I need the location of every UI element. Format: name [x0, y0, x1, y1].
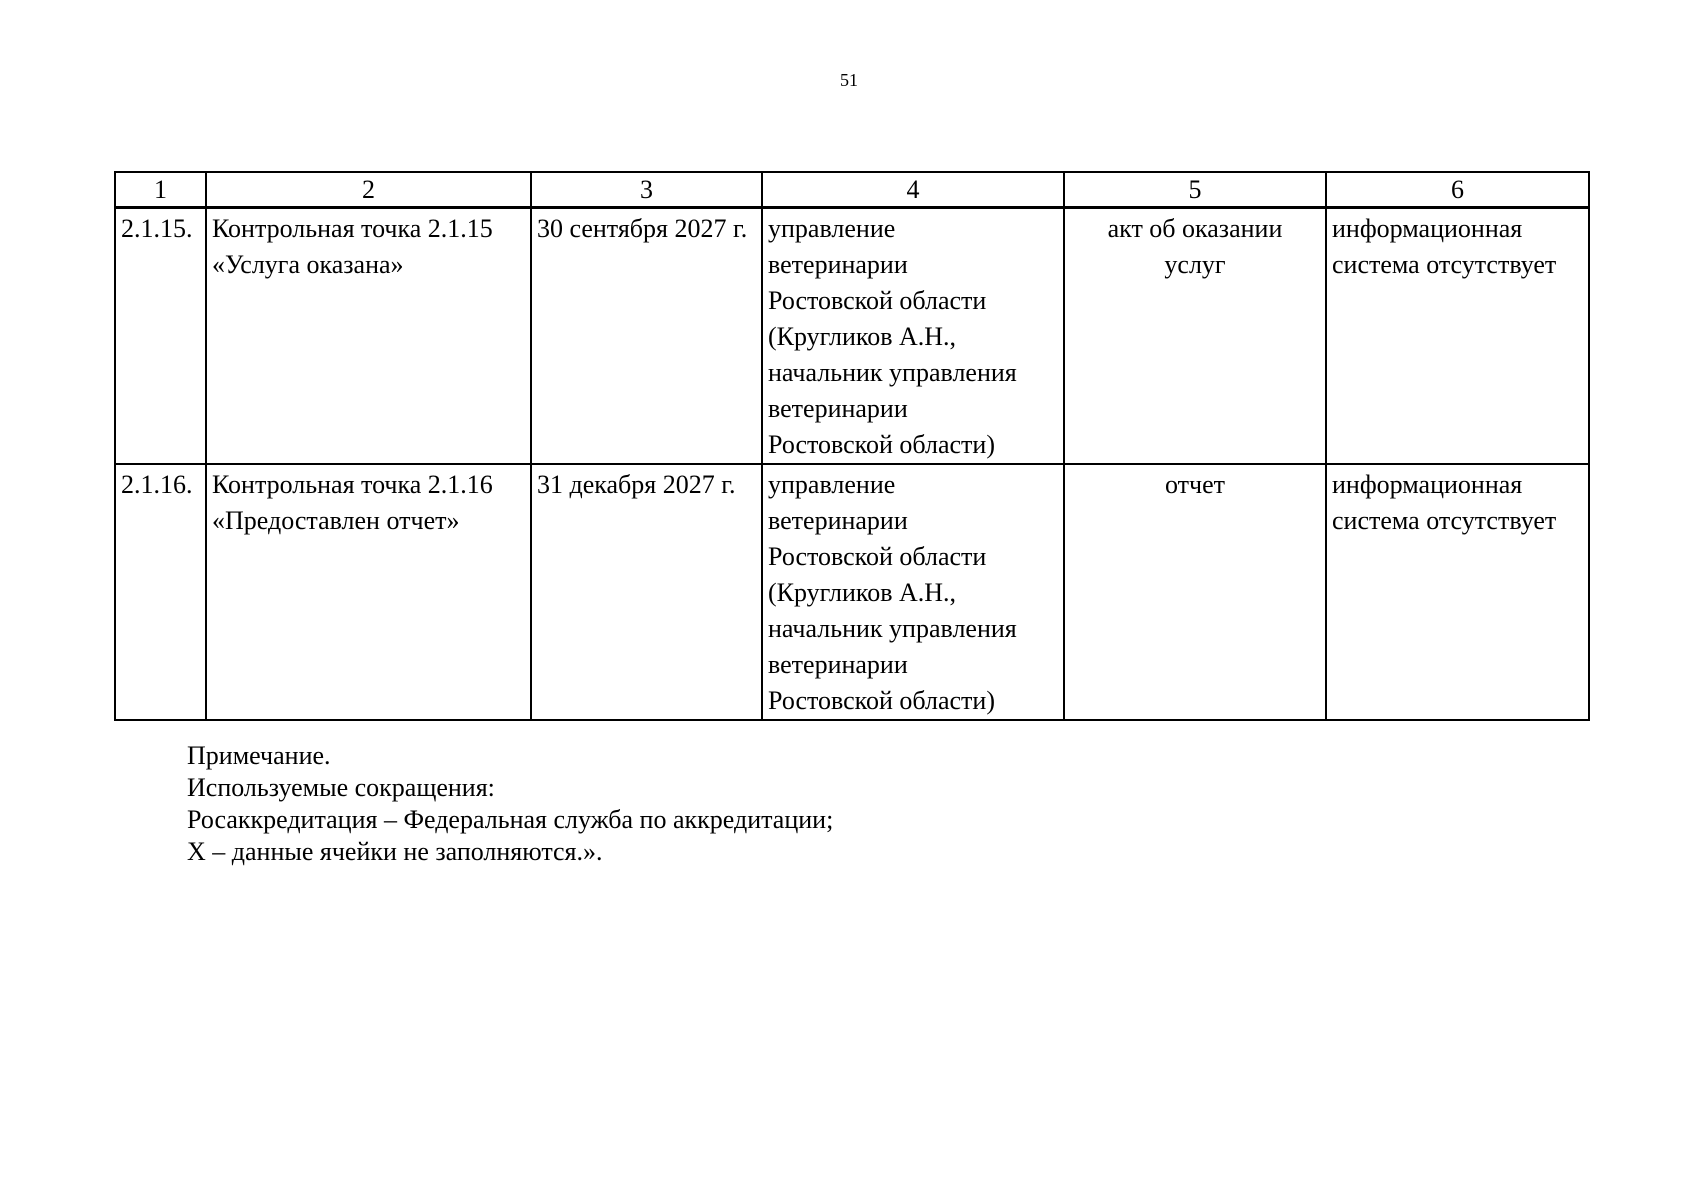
cell-line: Ростовской области)	[768, 686, 995, 715]
confirming-document	[1064, 208, 1326, 465]
abbreviation-item: X – данные ячейки не заполняются.».	[187, 837, 603, 866]
cell-line: ветеринарии	[768, 650, 908, 679]
control-point-date: 31 декабря 2027 г.	[531, 464, 762, 720]
cell-line: Ростовской области	[768, 542, 987, 571]
notes-block	[187, 740, 833, 868]
cell-line: отчет	[1165, 470, 1225, 499]
control-points-table	[114, 171, 1590, 721]
column-header: 6	[1326, 172, 1589, 208]
cell-line: «Предоставлен отчет»	[212, 506, 460, 535]
information-system	[1326, 208, 1589, 465]
cell-line: (Кругликов А.Н.,	[768, 578, 957, 607]
cell-line: (Кругликов А.Н.,	[768, 322, 957, 351]
responsible-executor	[762, 464, 1064, 720]
cell-line: информационная	[1332, 214, 1523, 243]
notes-title: Примечание.	[187, 741, 331, 770]
responsible-executor	[762, 208, 1064, 465]
page-number: 51	[840, 70, 858, 90]
cell-line: Ростовской области)	[768, 430, 995, 459]
information-system	[1326, 464, 1589, 720]
control-point-date: 30 сентября 2027 г.	[531, 208, 762, 465]
cell-line: ветеринарии	[768, 250, 908, 279]
cell-line: услуг	[1164, 250, 1226, 279]
cell-line: ветеринарии	[768, 394, 908, 423]
abbreviation-item: Росаккредитация – Федеральная служба по аккредитации;	[187, 805, 834, 834]
cell-line: Ростовской области	[768, 286, 987, 315]
column-header: 1	[115, 172, 206, 208]
cell-line: система отсутствует	[1332, 506, 1557, 535]
cell-line: ветеринарии	[768, 506, 908, 535]
control-point-name	[206, 208, 531, 465]
cell-line: управление	[768, 214, 896, 243]
column-header: 4	[762, 172, 1064, 208]
abbreviations-label: Используемые сокращения:	[187, 773, 495, 802]
row-number: 2.1.16.	[115, 464, 206, 720]
cell-line: «Услуга оказана»	[212, 250, 404, 279]
cell-line: Контрольная точка 2.1.15	[212, 214, 493, 243]
cell-line: Контрольная точка 2.1.16	[212, 470, 493, 499]
table-row	[115, 208, 1589, 465]
column-header: 5	[1064, 172, 1326, 208]
cell-line: управление	[768, 470, 896, 499]
table-row	[115, 464, 1589, 720]
control-point-name	[206, 464, 531, 720]
cell-line: начальник управления	[768, 614, 1017, 643]
row-number: 2.1.15.	[115, 208, 206, 465]
cell-line: начальник управления	[768, 358, 1017, 387]
cell-line: система отсутствует	[1332, 250, 1557, 279]
cell-line: акт об оказании	[1107, 214, 1283, 243]
column-header: 2	[206, 172, 531, 208]
table-header-row	[115, 172, 1589, 208]
confirming-document	[1064, 464, 1326, 720]
cell-line: информационная	[1332, 470, 1523, 499]
column-header: 3	[531, 172, 762, 208]
